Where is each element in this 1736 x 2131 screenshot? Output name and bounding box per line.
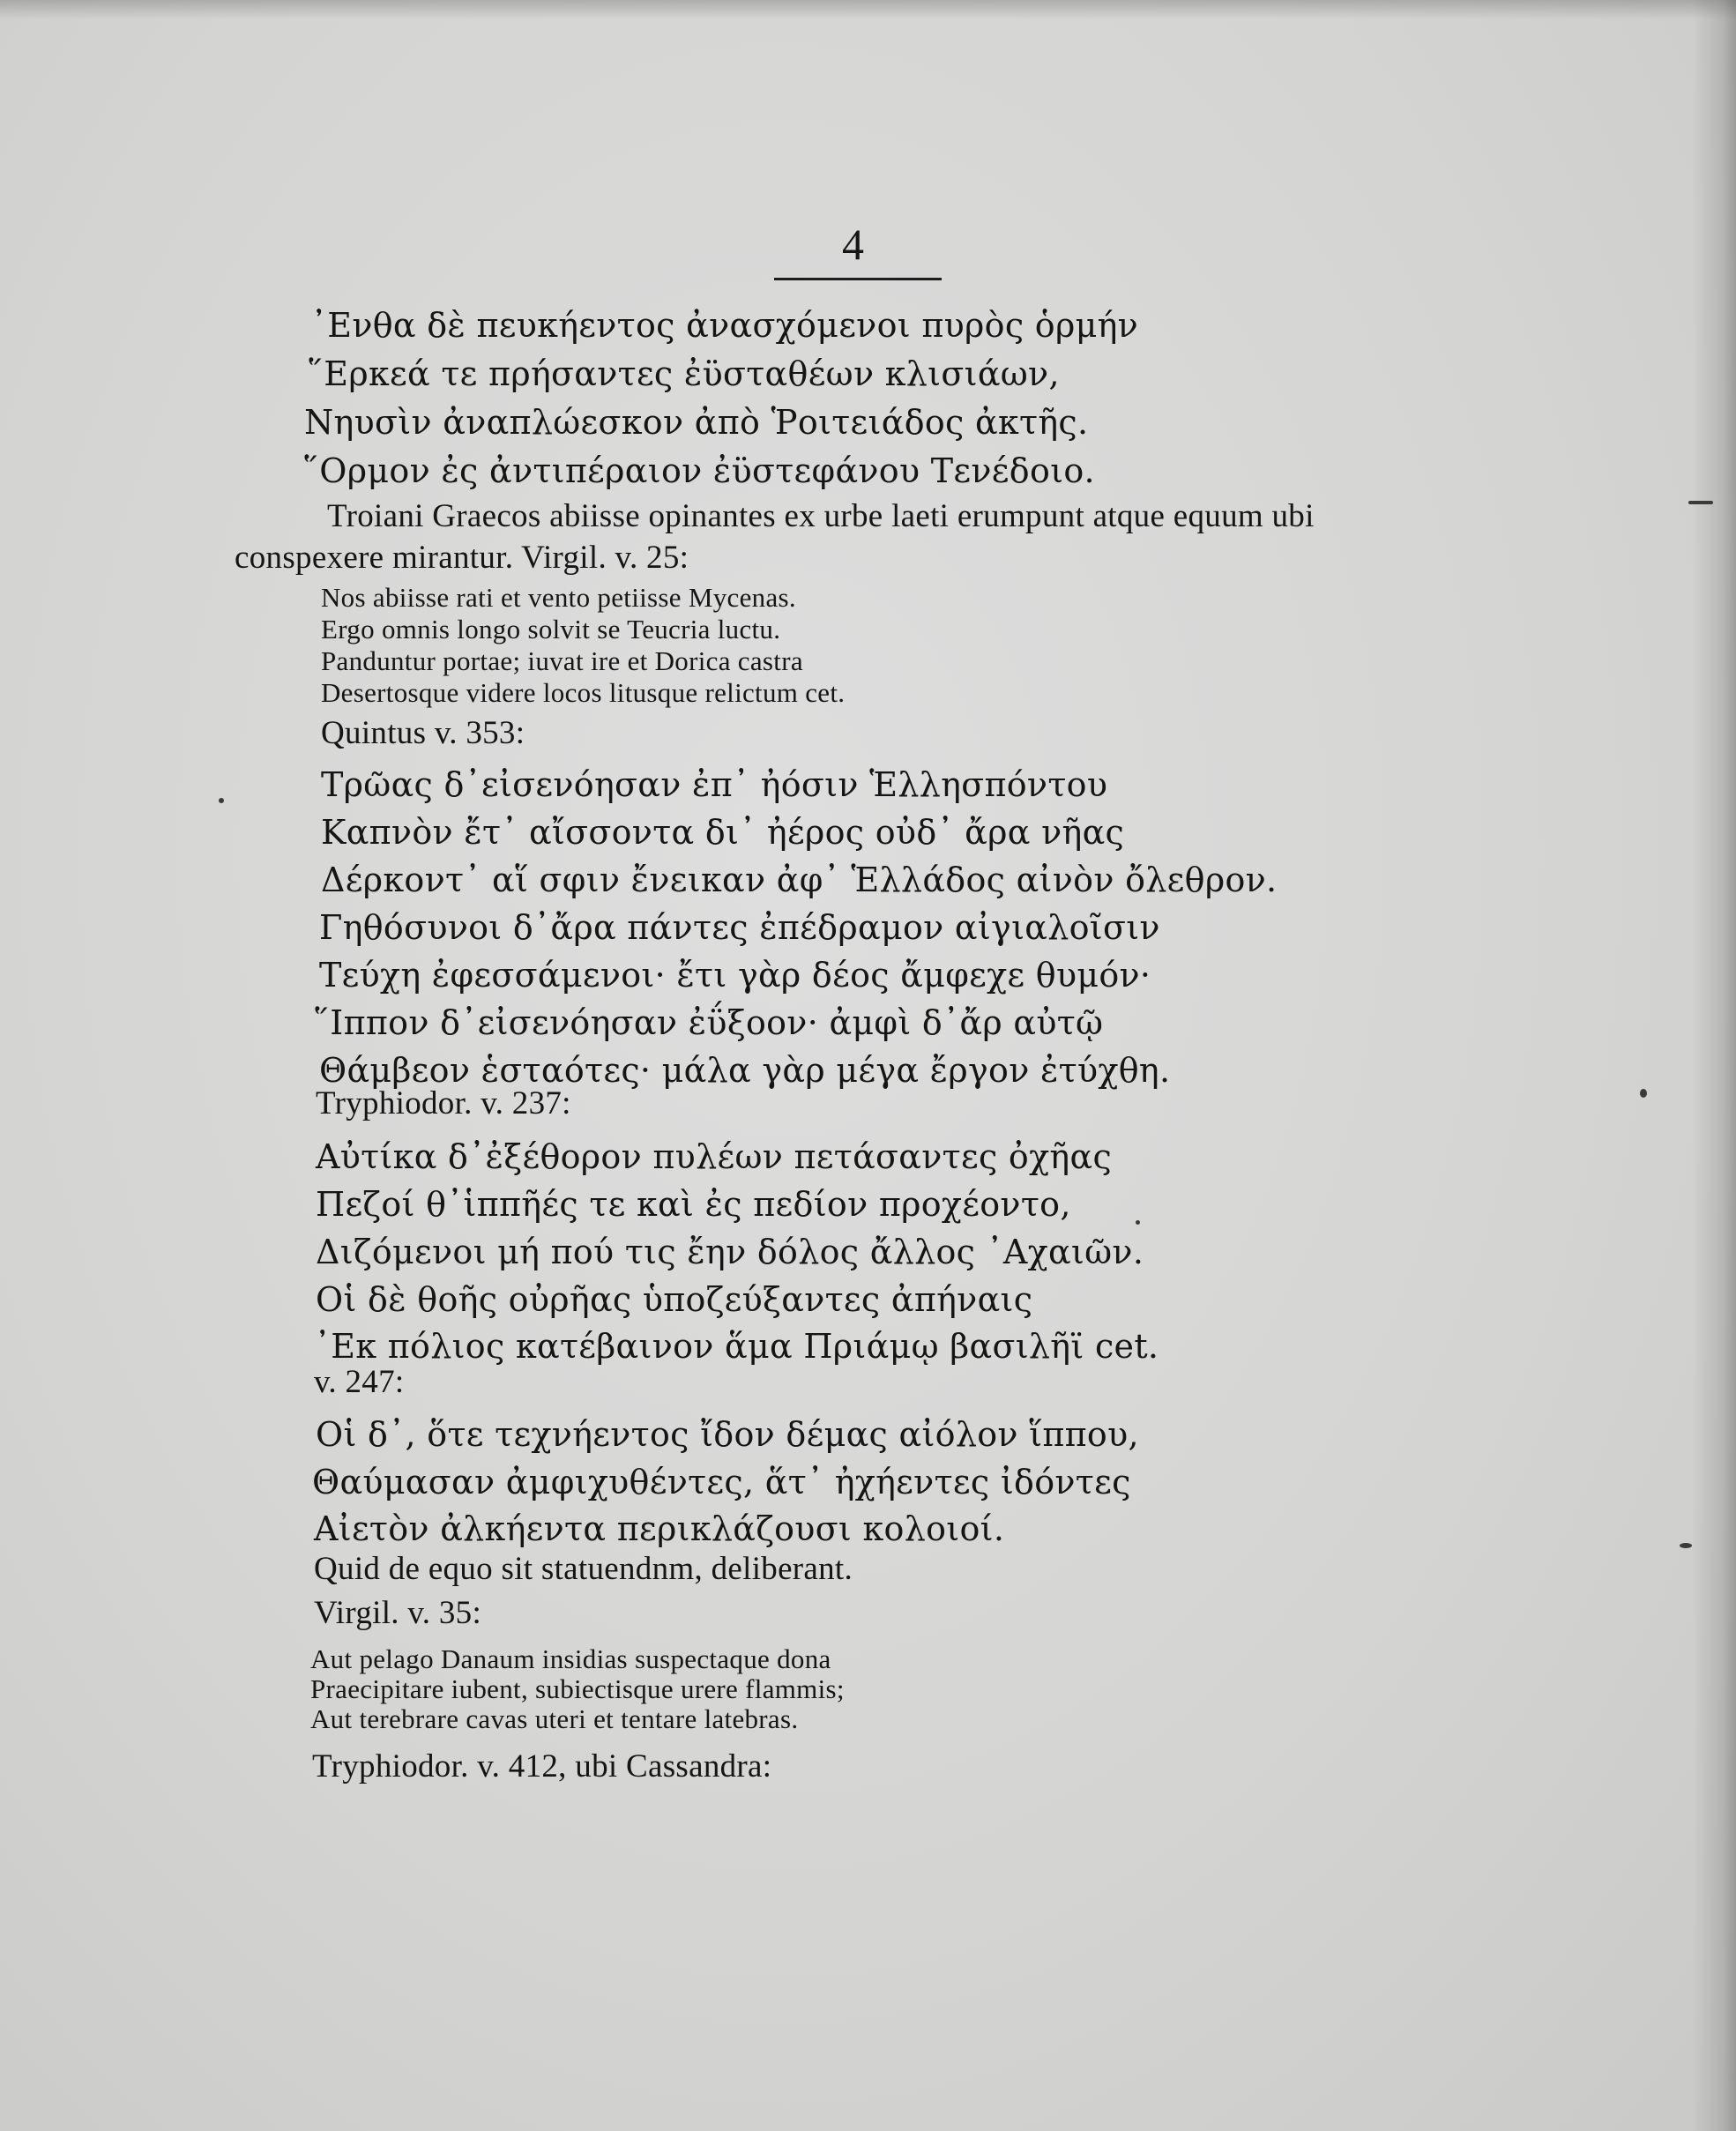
text-line: ᾿Εκ πόλιος κατέβαινον ἅμα Πριάμῳ βασιλῆϊ cet. <box>314 1327 1159 1366</box>
text-line: Πεζοί θ᾿ἱππῆές τε καὶ ἐς πεδίον προχέοντο, <box>316 1185 1071 1224</box>
text-line: Αἰετὸν ἀλκήεντα περικλάζουσι κολοιοί. <box>314 1509 1005 1548</box>
text-line: Νηυσὶν ἀναπλώεσκον ἀπὸ Ῥοιτειάδος ἀκτῆς. <box>304 403 1089 442</box>
text-line: Θάμβεον ἑσταότες· μάλα γὰρ μέγα ἔργον ἐτύχθη. <box>319 1051 1171 1090</box>
text-line: Troiani Graecos abiisse opinantes ex urbe laeti erumpunt atque equum ubi <box>327 498 1315 534</box>
text-line: Τεύχη ἐφεσσάμενοι· ἔτι γὰρ δέος ἄμφεχε θυμόν· <box>319 956 1151 995</box>
text-line: Nos abiisse rati et vento petiisse Mycenas. <box>321 582 796 613</box>
text-line: Virgil. v. 35: <box>314 1595 482 1631</box>
text-line: Δέρκοντ᾿ αἵ σφιν ἔνεικαν ἀφ᾿ Ἑλλάδος αἰνὸν ὄλεθρον. <box>321 861 1278 899</box>
text-line: Quintus v. 353: <box>321 715 525 751</box>
text-line: Aut terebrare cavas uteri et tentare latebras. <box>310 1703 799 1734</box>
text-line: Aut pelago Danaum insidias suspectaque dona <box>310 1643 831 1674</box>
text-line: v. 247: <box>314 1364 405 1400</box>
text-line: Αὐτίκα δ᾿ἐξέθορον πυλέων πετάσαντες ὀχῆας <box>316 1137 1113 1176</box>
text-line: Praecipitare iubent, subiectisque urere flammis; <box>310 1673 845 1704</box>
ink-speck <box>1688 501 1713 504</box>
text-line: ῞Ιππον δ᾿εἰσενόησαν ἐΰξοον· ἀμφὶ δ᾿ἄρ αὐτῷ <box>313 1003 1104 1042</box>
text-line: Tryphiodor. v. 412, ubi Cassandra: <box>312 1748 772 1785</box>
text-line: Desertosque videre locos litusque relictum cet. <box>321 677 846 708</box>
text-line: Οἱ δ᾿, ὅτε τεχνήεντος ἴδον δέμας αἰόλον ἵππου, <box>316 1415 1139 1454</box>
page-right-shadow <box>1692 0 1736 2131</box>
text-line: conspexere mirantur. Virgil. v. 25: <box>235 540 689 576</box>
text-line: Ergo omnis longo solvit se Teucria luctu. <box>321 614 781 645</box>
text-line: Διζόμενοι μή πού τις ἔην δόλος ἄλλος ᾿Αχαιῶν. <box>316 1233 1144 1271</box>
text-line: Τρῶας δ᾿εἰσενόησαν ἐπ᾿ ἠόσιν Ἑλλησπόντου <box>321 765 1108 804</box>
text-line: Panduntur portae; iuvat ire et Dorica castra <box>321 645 803 676</box>
text-line: ῞Ορμον ἐς ἀντιπέραιον ἐϋστεφάνου Τενέδοιο. <box>302 451 1095 490</box>
ink-speck <box>219 798 224 803</box>
ink-speck <box>1136 1220 1140 1225</box>
text-line: Tryphiodor. v. 237: <box>316 1085 571 1121</box>
text-line: Καπνὸν ἔτ᾿ αἴσσοντα δι᾿ ἠέρος οὐδ᾿ ἄρα νῆας <box>321 813 1125 852</box>
ink-speck <box>1680 1543 1692 1548</box>
text-line: Οἱ δὲ θοῆς οὐρῆας ὑποζεύξαντες ἀπήναις <box>316 1280 1033 1319</box>
ink-speck <box>1640 1089 1647 1098</box>
page-number-rule <box>774 278 942 280</box>
text-line: Θαύμασαν ἀμφιχυθέντες, ἅτ᾿ ἠχήεντες ἰδόντες <box>312 1463 1131 1501</box>
text-line: Γηθόσυνοι δ᾿ἄρα πάντες ἐπέδραμον αἰγιαλοῖσιν <box>319 908 1160 947</box>
text-line: Quid de equo sit statuendnm, deliberant. <box>314 1551 853 1587</box>
text-line: ᾿Ενθα δὲ πευκήεντος ἀνασχόμενοι πυρὸς ὁρμήν <box>310 306 1139 345</box>
page-top-shadow <box>0 0 1736 19</box>
page-number: 4 <box>842 220 864 269</box>
text-line: ῞Ερκεά τε πρήσαντες ἐϋσταθέων κλισιάων, <box>307 354 1060 393</box>
